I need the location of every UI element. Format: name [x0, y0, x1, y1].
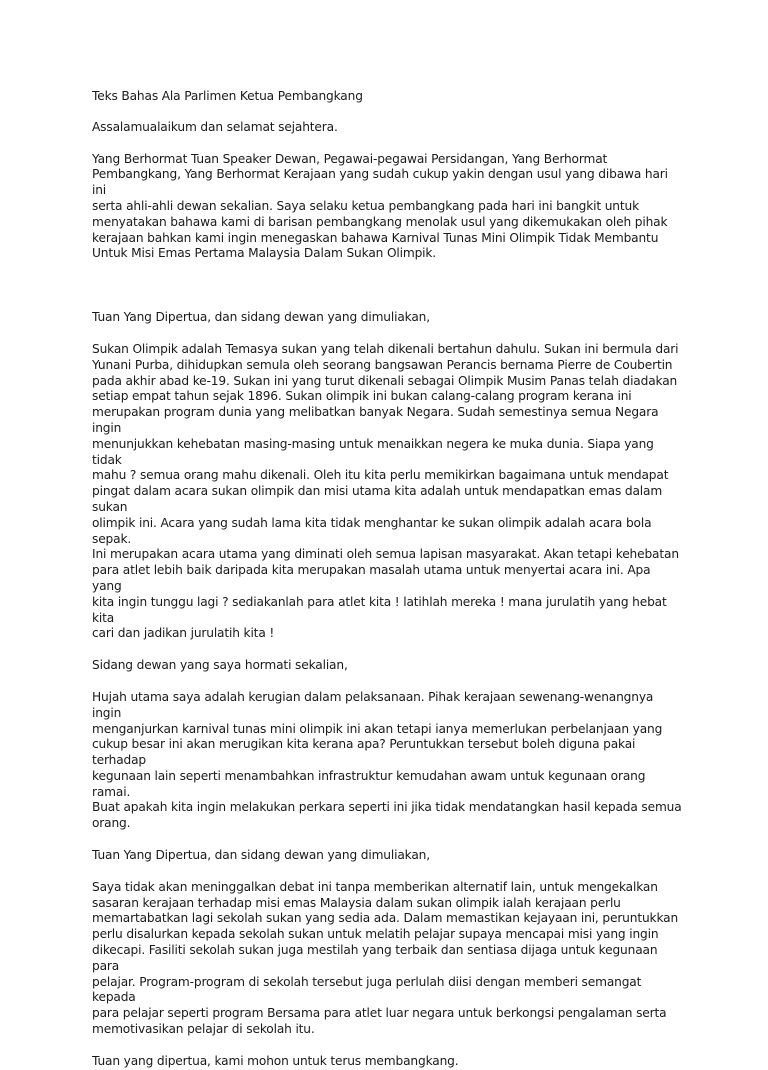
closing-paragraph: Tuan yang dipertua, kami mohon untuk terus membangkang.	[92, 1053, 459, 1068]
body-paragraph-2: Hujah utama saya adalah kerugian dalam pelaksanaan. Pihak kerajaan sewenang-wenangnya ingin menganjurkan karnival tunas mini olimpik ini akan tetapi ianya memerlukan perbelanjaan yang cukup besar ini akan merugikan kita kerana apa? Peruntukkan tersebut boleh diguna pakai terhadap kegunaan lain seperti menambahkan infrastruktur kemudahan awam untuk kegunaan orang ramai. Buat apakah kita ingin melakukan perkara seperti ini jika tidak mendatangkan hasil kepada semua orang.	[92, 689, 682, 831]
intro-paragraph: Yang Berhormat Tuan Speaker Dewan, Pegawai-pegawai Persidangan, Yang Berhormat Pembangkang, Yang Berhormat Kerajaan yang sudah cukup yakin dengan usul yang dibawa hari ini serta ahli-ahli dewan sekalian. Saya selaku ketua pembangkang pada hari ini bangkit untuk menyatakan bahawa kami di barisan pembangkang menolak usul yang dikemukakan oleh pihak kerajaan bahkan kami ingin menegaskan bahawa Karnival Tunas Mini Olimpik Tidak Membantu Untuk Misi Emas Pertama Malaysia Dalam Sukan Olimpik.	[92, 151, 668, 261]
address-paragraph-3: Tuan Yang Dipertua, dan sidang dewan yang dimuliakan,	[92, 848, 430, 863]
body-paragraph-1: Sukan Olimpik adalah Temasya sukan yang telah dikenali bertahun dahulu. Sukan ini bermula dari Yunani Purba, dihidupkan semula oleh seorang bangsawan Perancis bernama Pierre de Coubertin pada akhir abad ke-19. Sukan ini yang turut dikenali sebagai Olimpik Musim Panas telah diadakan setiap empat tahun sejak 1896. Sukan olimpik ini bukan calang-calang program kerana ini merupakan program dunia yang melibatkan banyak Negara. Sudah semestinya semua Negara ingin menunjukkan kehebatan masing-masing untuk menaikkan negera ke muka dunia. Siapa yang tidak mahu ? semua orang mahu dikenali. Oleh itu kita perlu memikirkan bagaimana untuk mendapat pingat dalam acara sukan olimpik dan misi utama kita adalah untuk mendapatkan emas dalam sukan olimpik ini. Acara yang sudah lama kita tidak menghantar ke sukan olimpik adalah acara bola sepak. Ini merupakan acara utama yang diminati oleh semua lapisan masyarakat. Akan tetapi kehebatan para atlet lebih baik daripada kita merupakan masalah utama untuk menyertai acara ini. Apa yang kita ingin tunggu lagi ? sediakanlah para atlet kita ! latihlah mereka ! mana jurulatih yang hebat kita cari dan jadikan jurulatih kita !	[92, 341, 679, 641]
document-title: Teks Bahas Ala Parlimen Ketua Pembangkang	[92, 89, 363, 103]
address-paragraph-1: Tuan Yang Dipertua, dan sidang dewan yang dimuliakan,	[92, 310, 430, 325]
document-page	[92, 89, 682, 1070]
greeting-paragraph: Assalamualaikum dan selamat sejahtera.	[92, 119, 338, 134]
address-paragraph-2: Sidang dewan yang saya hormati sekalian,	[92, 658, 348, 673]
body-paragraph-3: Saya tidak akan meninggalkan debat ini tanpa memberikan alternatif lain, untuk mengekalkan sasaran kerajaan terhadap misi emas Malaysia dalam sukan olimpik ialah kerajaan perlu memartabatkan lagi sekolah sukan yang sedia ada. Dalam memastikan kejayaan ini, peruntukkan perlu disalurkan kepada sekolah sukan untuk melatih pelajar supaya mencapai misi yang ingin dikecapi. Fasiliti sekolah sukan juga mestilah yang terbaik dan sentiasa dijaga untuk kegunaan para pelajar. Program-program di sekolah tersebut juga perlulah diisi dengan memberi semangat kepada para pelajar seperti program Bersama para atlet luar negara untuk berkongsi pengalaman serta memotivasikan pelajar di sekolah itu.	[92, 879, 679, 1037]
